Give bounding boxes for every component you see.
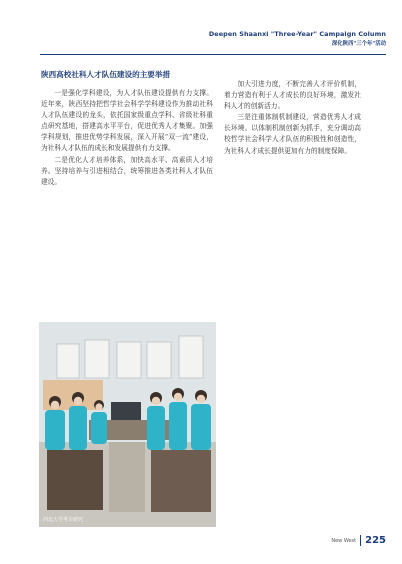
header-divider [40, 54, 386, 55]
photo-caption: 西北大学考古研究 [43, 517, 84, 523]
running-header [209, 30, 386, 47]
page-footer [331, 535, 386, 546]
paragraph: 二是优化人才培养体系，加快高水平、高素质人才培养。坚持培养与引进相结合，统筹推进各类社科人才队伍建设。 [41, 155, 213, 186]
text-column-right [224, 79, 361, 534]
footer-divider [360, 535, 361, 546]
page-number: 225 [365, 535, 386, 546]
article-photo [39, 322, 216, 527]
column-title-chinese: 深化陕西"三个年"活动 [331, 41, 386, 47]
column-title-english: Deepen Shaanxi "Three-Year" Campaign Column [208, 30, 386, 38]
paragraph: 加大引进力度，不断完善人才评价机制，着力营造有利于人才成长的良好环境，激发社科人才的创新活力。 [224, 80, 361, 111]
article-heading: 陕西高校社科人才队伍建设的主要举措 [41, 70, 171, 79]
classroom-photo-illustration [39, 322, 216, 527]
paragraph: 一是强化学科建设，为人才队伍建设提供有力支撑。近年来，陕西坚持把哲学社会科学学科建设作为推动社科人才队伍建设的龙头，依托国家级重点学科、省级社科重点研究基地，搭建高水平平台，促进优秀人才集聚。加强学科规划，推进优势学科发展，深入开展“双一流”建设，为社科人才队伍的成长和发展提供有力支撑。 [41, 89, 213, 153]
text-column-left [41, 88, 213, 328]
magazine-name: New West [331, 537, 357, 544]
paragraph: 三是注重体制机制建设，营造优秀人才成长环境。以体制机制创新为抓手，充分调动高校哲学社会科学人才队伍的积极性和创造性，为社科人才成长提供更加有力的制度保障。 [224, 113, 361, 155]
